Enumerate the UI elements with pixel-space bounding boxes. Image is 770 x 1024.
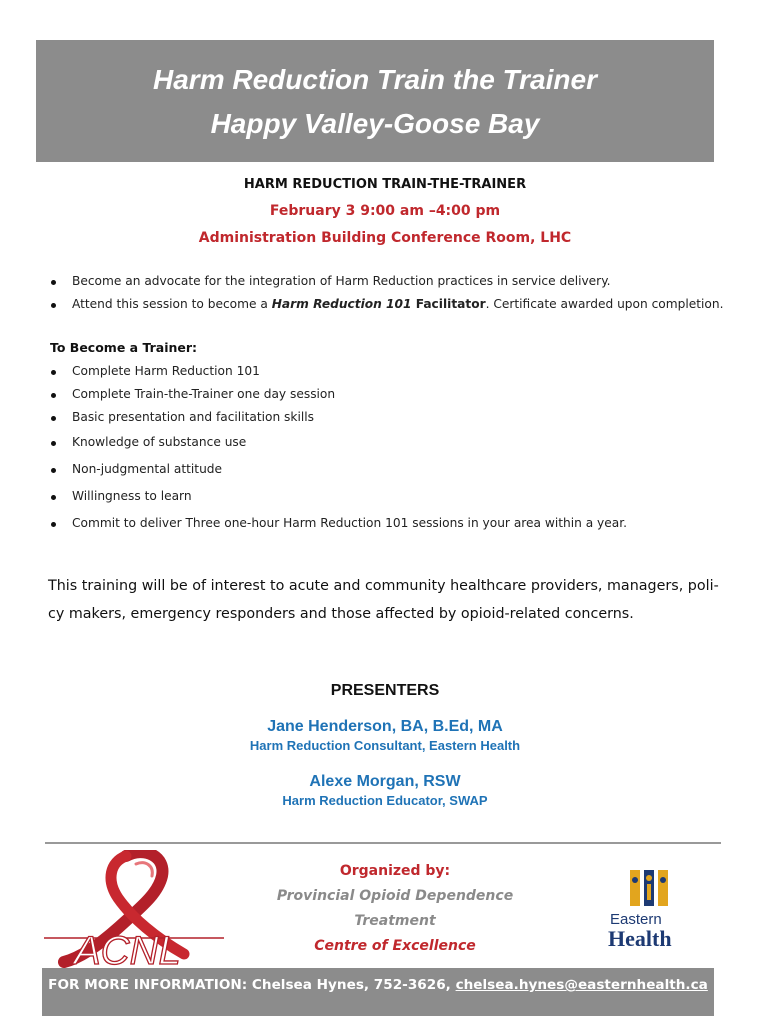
organizer-name-line-2: Centre of Excellence [314, 938, 476, 954]
footer-label: FOR MORE INFORMATION: Chelsea Hynes, 752-3626, [48, 977, 456, 993]
contact-email-link[interactable]: chelsea.hynes@easternhealth.ca [455, 977, 708, 993]
requirements-title: To Become a Trainer: [50, 340, 198, 355]
presenters-heading: PRESENTERS [330, 682, 440, 699]
section-divider [45, 842, 721, 844]
organizer-name-line-1: Provincial Opioid Dependence Treatment [276, 888, 514, 929]
list-item: Non-judgmental attitude [50, 456, 740, 483]
acnl-logo-text: ACNL [74, 929, 181, 968]
event-details [0, 172, 770, 252]
presenter-role: Harm Reduction Consultant, Eastern Health [249, 738, 521, 753]
list-item: Complete Train-the-Trainer one day session [50, 383, 740, 406]
presenter-role: Harm Reduction Educator, SWAP [282, 793, 488, 808]
list-item: Complete Harm Reduction 101 [50, 360, 740, 383]
benefit-course-name: Harm Reduction 101 [271, 297, 412, 311]
presenter-name: Alexe Morgan, RSW [309, 773, 461, 790]
title-line-2: Happy Valley-Goose Bay [210, 108, 540, 139]
list-item: Willingness to learn [50, 483, 740, 510]
list-item: Knowledge of substance use [50, 429, 740, 456]
benefit-text-post: . Certificate awarded upon completion. [485, 297, 724, 311]
benefit-text-pre: Attend this session to become a [72, 297, 272, 311]
benefit-role: Facilitator [411, 297, 486, 311]
title-line-1: Harm Reduction Train the Trainer [153, 64, 597, 95]
audience-line-1: This training will be of interest to acute and community healthcare providers, managers, poli- [48, 578, 719, 594]
requirements-list [50, 360, 740, 537]
organizer-block [240, 858, 550, 959]
benefits-list [50, 270, 740, 316]
title-banner [36, 40, 714, 162]
list-item [50, 293, 740, 316]
eastern-health-logo-line-2: Health [608, 926, 672, 951]
presenter-name: Jane Henderson, BA, B.Ed, MA [267, 718, 503, 735]
eastern-health-logo [600, 866, 710, 952]
list-item: Become an advocate for the integration of Harm Reduction practices in service delivery. [50, 270, 740, 293]
event-date-time: February 3 9:00 am –4:00 pm [269, 203, 501, 219]
footer-contact-bar [42, 968, 714, 1016]
list-item: Commit to deliver Three one-hour Harm Reduction 101 sessions in your area within a year. [50, 510, 740, 537]
presenters-section [0, 680, 770, 809]
acnl-logo [44, 850, 224, 968]
event-heading: HARM REDUCTION TRAIN-THE-TRAINER [243, 177, 527, 192]
audience-paragraph [48, 572, 728, 628]
audience-line-2: cy makers, emergency responders and those affected by opioid-related concerns. [48, 606, 634, 622]
organizer-label: Organized by: [339, 863, 451, 879]
event-location: Administration Building Conference Room, LHC [198, 230, 572, 246]
eastern-health-logo-line-1: Eastern [610, 911, 662, 928]
list-item: Basic presentation and facilitation skills [50, 406, 740, 429]
